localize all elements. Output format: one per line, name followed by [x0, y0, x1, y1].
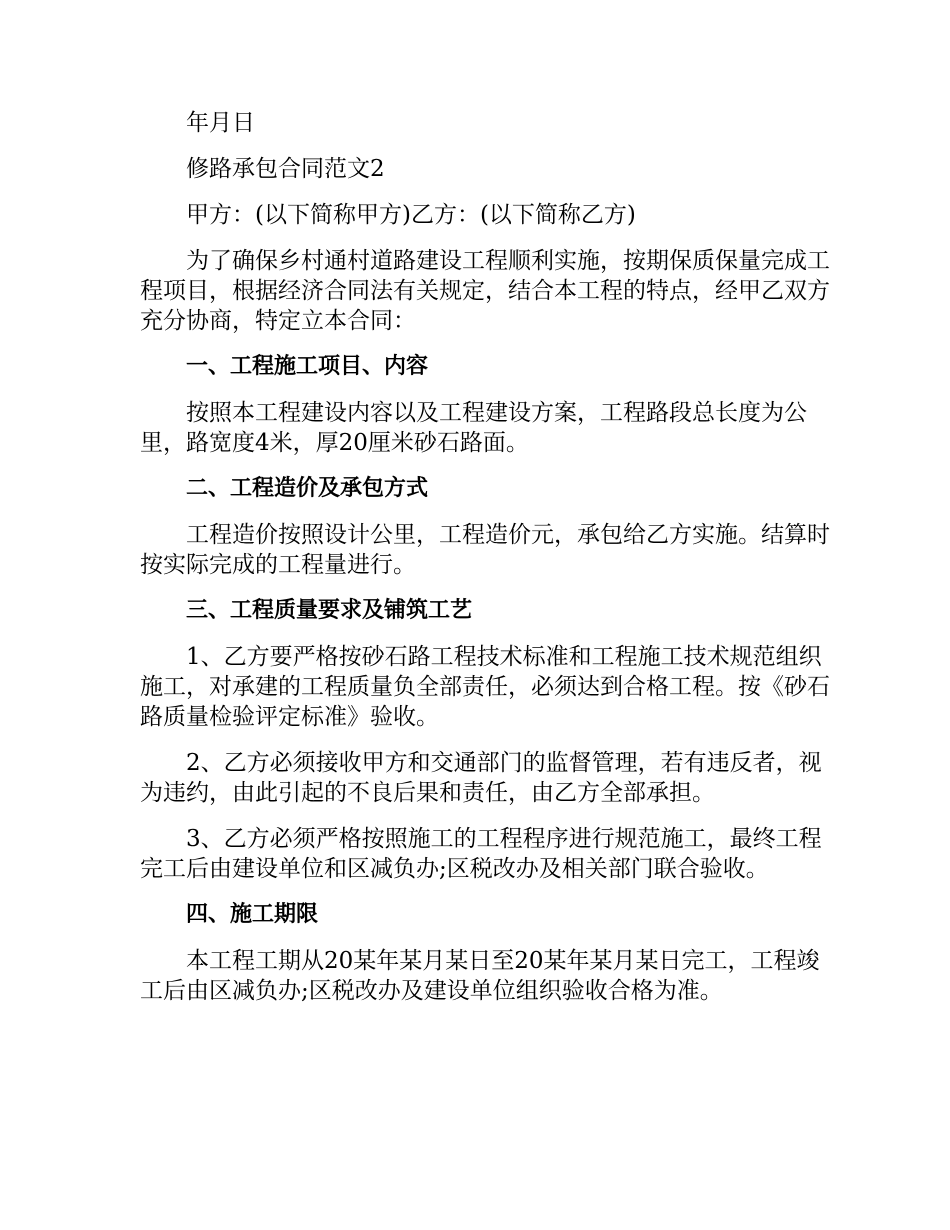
section-3-item-2: 2、乙方必须接收甲方和交通部门的监督管理，若有违反者，视为违约，由此引起的不良后果和责任，由乙方全部承担。 — [140, 750, 822, 806]
section-1-paragraph: 按照本工程建设内容以及工程建设方案，工程路段总长度为公里，路宽度4米，厚20厘米砂石路面。 — [140, 400, 807, 456]
section-4-heading: 四、施工期限 — [186, 902, 319, 927]
intro-paragraph: 为了确保乡村通村道路建设工程顺利实施，按期保质保量完成工程项目，根据经济合同法有关规定，结合本工程的特点，经甲乙双方充分协商，特定立本合同： — [140, 248, 830, 334]
date-line: 年月日 — [186, 110, 255, 136]
section-3-heading: 三、工程质量要求及铺筑工艺 — [186, 598, 473, 623]
section-2-paragraph: 工程造价按照设计公里，工程造价元，承包给乙方实施。结算时按实际完成的工程量进行。 — [140, 522, 830, 578]
section-3-item-1: 1、乙方要严格按砂石路工程技术标准和工程施工技术规范组织施工，对承建的工程质量负全部责任，必须达到合格工程。按《砂石路质量检验评定标准》验收。 — [140, 644, 830, 730]
document-body — [140, 108, 830, 1022]
section-1-heading: 一、工程施工项目、内容 — [186, 354, 429, 379]
document-title: 修路承包合同范文2 — [186, 156, 385, 182]
section-4-paragraph: 本工程工期从20某年某月某日至20某年某月某日完工，工程竣工后由区减负办;区税改办及建设单位组织验收合格为准。 — [140, 948, 820, 1004]
section-3-item-3: 3、乙方必须严格按照施工的工程程序进行规范施工，最终工程完工后由建设单位和区减负办;区税改办及相关部门联合验收。 — [140, 826, 822, 882]
section-2-heading: 二、工程造价及承包方式 — [186, 476, 429, 501]
parties-line: 甲方：(以下简称甲方)乙方：(以下简称乙方) — [186, 202, 636, 228]
